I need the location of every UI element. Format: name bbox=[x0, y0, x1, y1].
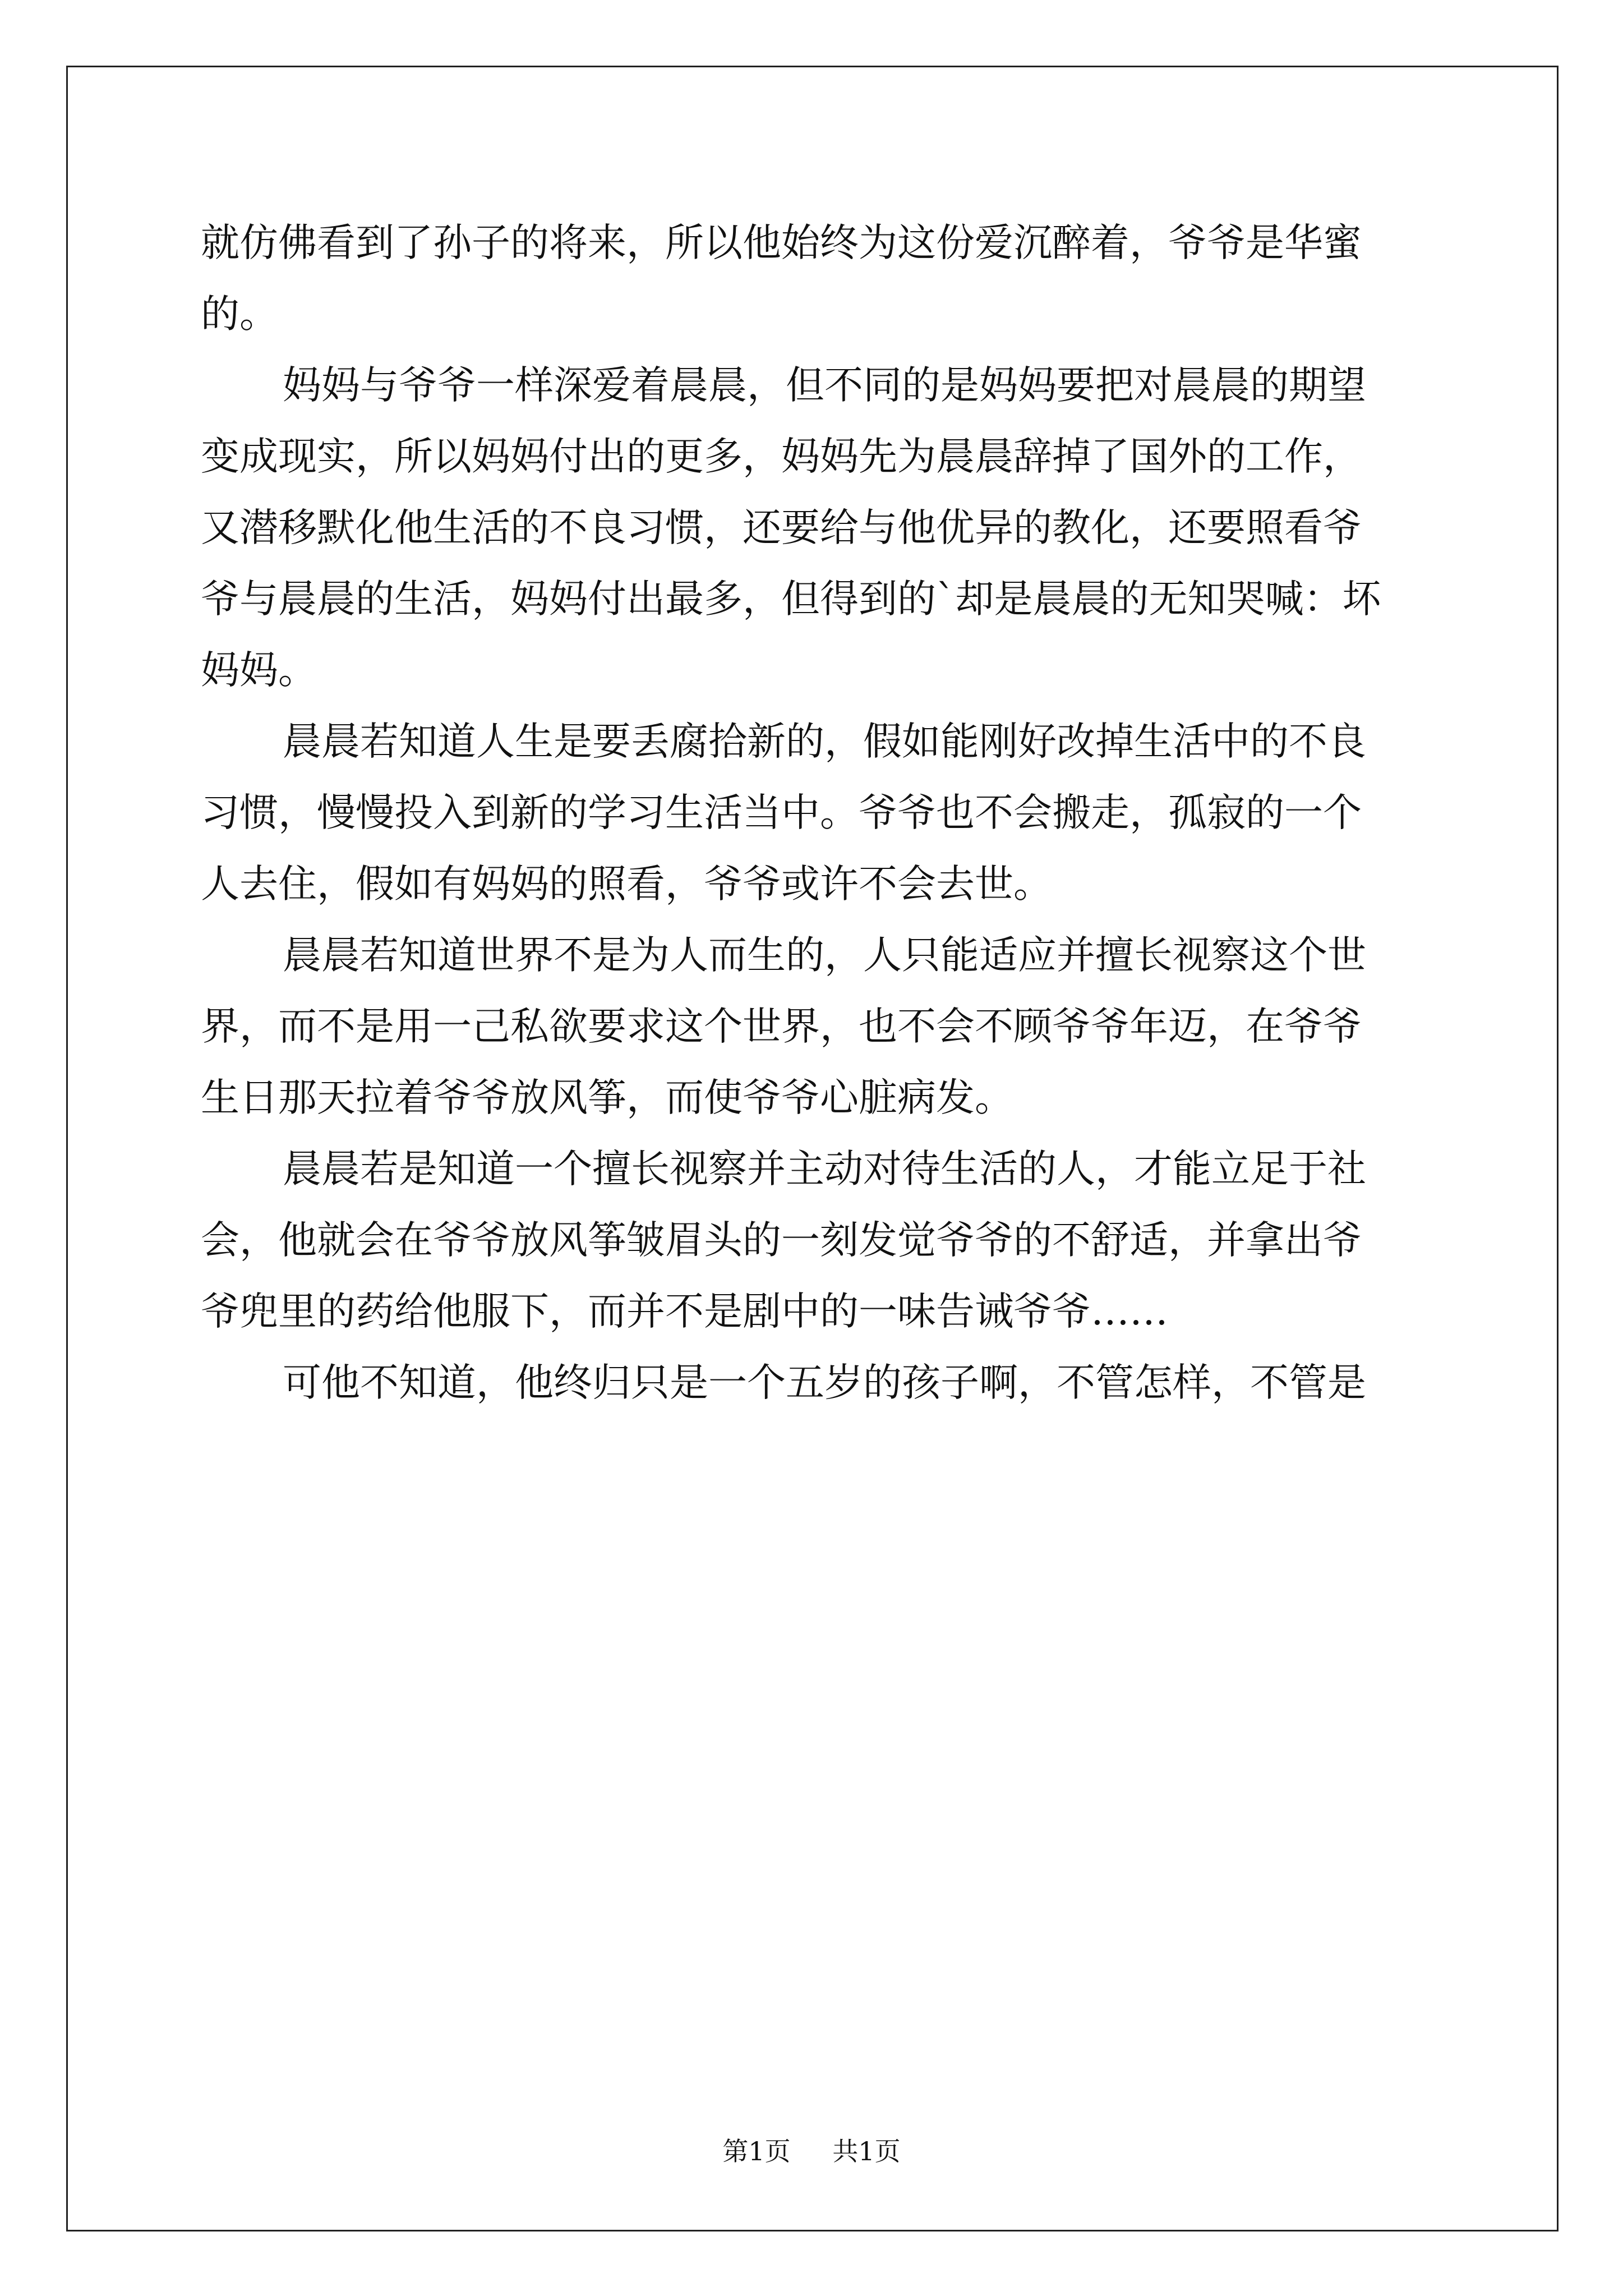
text-line: 晨晨若知道人生是要丢腐拾新的，假如能刚好改掉生活中的不良 bbox=[283, 719, 1366, 764]
text-line: 习惯，慢慢投入到新的学习生活当中。爷爷也不会搬走，孤寂的一个 bbox=[201, 790, 1362, 835]
text-line: 变成现实，所以妈妈付出的更多，妈妈先为晨晨辞掉了国外的工作， bbox=[201, 434, 1362, 479]
page-number: 第1页 bbox=[722, 2136, 791, 2166]
text-line: 可他不知道，他终归只是一个五岁的孩子啊，不管怎样，不管是 bbox=[283, 1360, 1366, 1405]
page-total: 共1页 bbox=[832, 2136, 901, 2166]
paragraph-6 bbox=[201, 1347, 1429, 1419]
text-line: 晨晨若知道世界不是为人而生的，人只能适应并擅长视察这个世 bbox=[283, 933, 1366, 978]
text-line: 爷与晨晨的生活，妈妈付出最多，但得到的`却是晨晨的无知哭喊：坏 bbox=[201, 577, 1381, 622]
text-line: 界，而不是用一己私欲要求这个世界，也不会不顾爷爷年迈，在爷爷 bbox=[201, 1004, 1362, 1049]
text-line: 人去住，假如有妈妈的照看，爷爷或许不会去世。 bbox=[201, 862, 1052, 907]
text-line: 晨晨若是知道一个擅长视察并主动对待生活的人，才能立足于社 bbox=[283, 1147, 1366, 1191]
paragraph-1 bbox=[201, 208, 1429, 350]
paragraph-5 bbox=[201, 1134, 1429, 1347]
text-line: 又潜移默化他生活的不良习惯，还要给与他优异的教化，还要照看爷 bbox=[201, 505, 1362, 550]
text-line: 的。 bbox=[201, 292, 278, 337]
text-line: 爷兜里的药给他服下，而并不是剧中的一味告诫爷爷…… bbox=[201, 1289, 1168, 1334]
text-line: 妈妈与爷爷一样深爱着晨晨，但不同的是妈妈要把对晨晨的期望 bbox=[283, 363, 1366, 408]
text-line: 会，他就会在爷爷放风筝皱眉头的一刻发觉爷爷的不舒适，并拿出爷 bbox=[201, 1218, 1362, 1263]
page-footer bbox=[0, 2134, 1623, 2168]
text-line: 生日那天拉着爷爷放风筝，而使爷爷心脏病发。 bbox=[201, 1075, 1013, 1120]
paragraph-4 bbox=[201, 920, 1429, 1134]
text-line: 就仿佛看到了孙子的将来，所以他始终为这份爱沉醉着，爷爷是华蜜 bbox=[201, 220, 1362, 265]
document-body bbox=[201, 208, 1429, 1419]
text-line: 妈妈。 bbox=[201, 648, 317, 693]
paragraph-3 bbox=[201, 706, 1429, 920]
paragraph-2 bbox=[201, 350, 1429, 706]
